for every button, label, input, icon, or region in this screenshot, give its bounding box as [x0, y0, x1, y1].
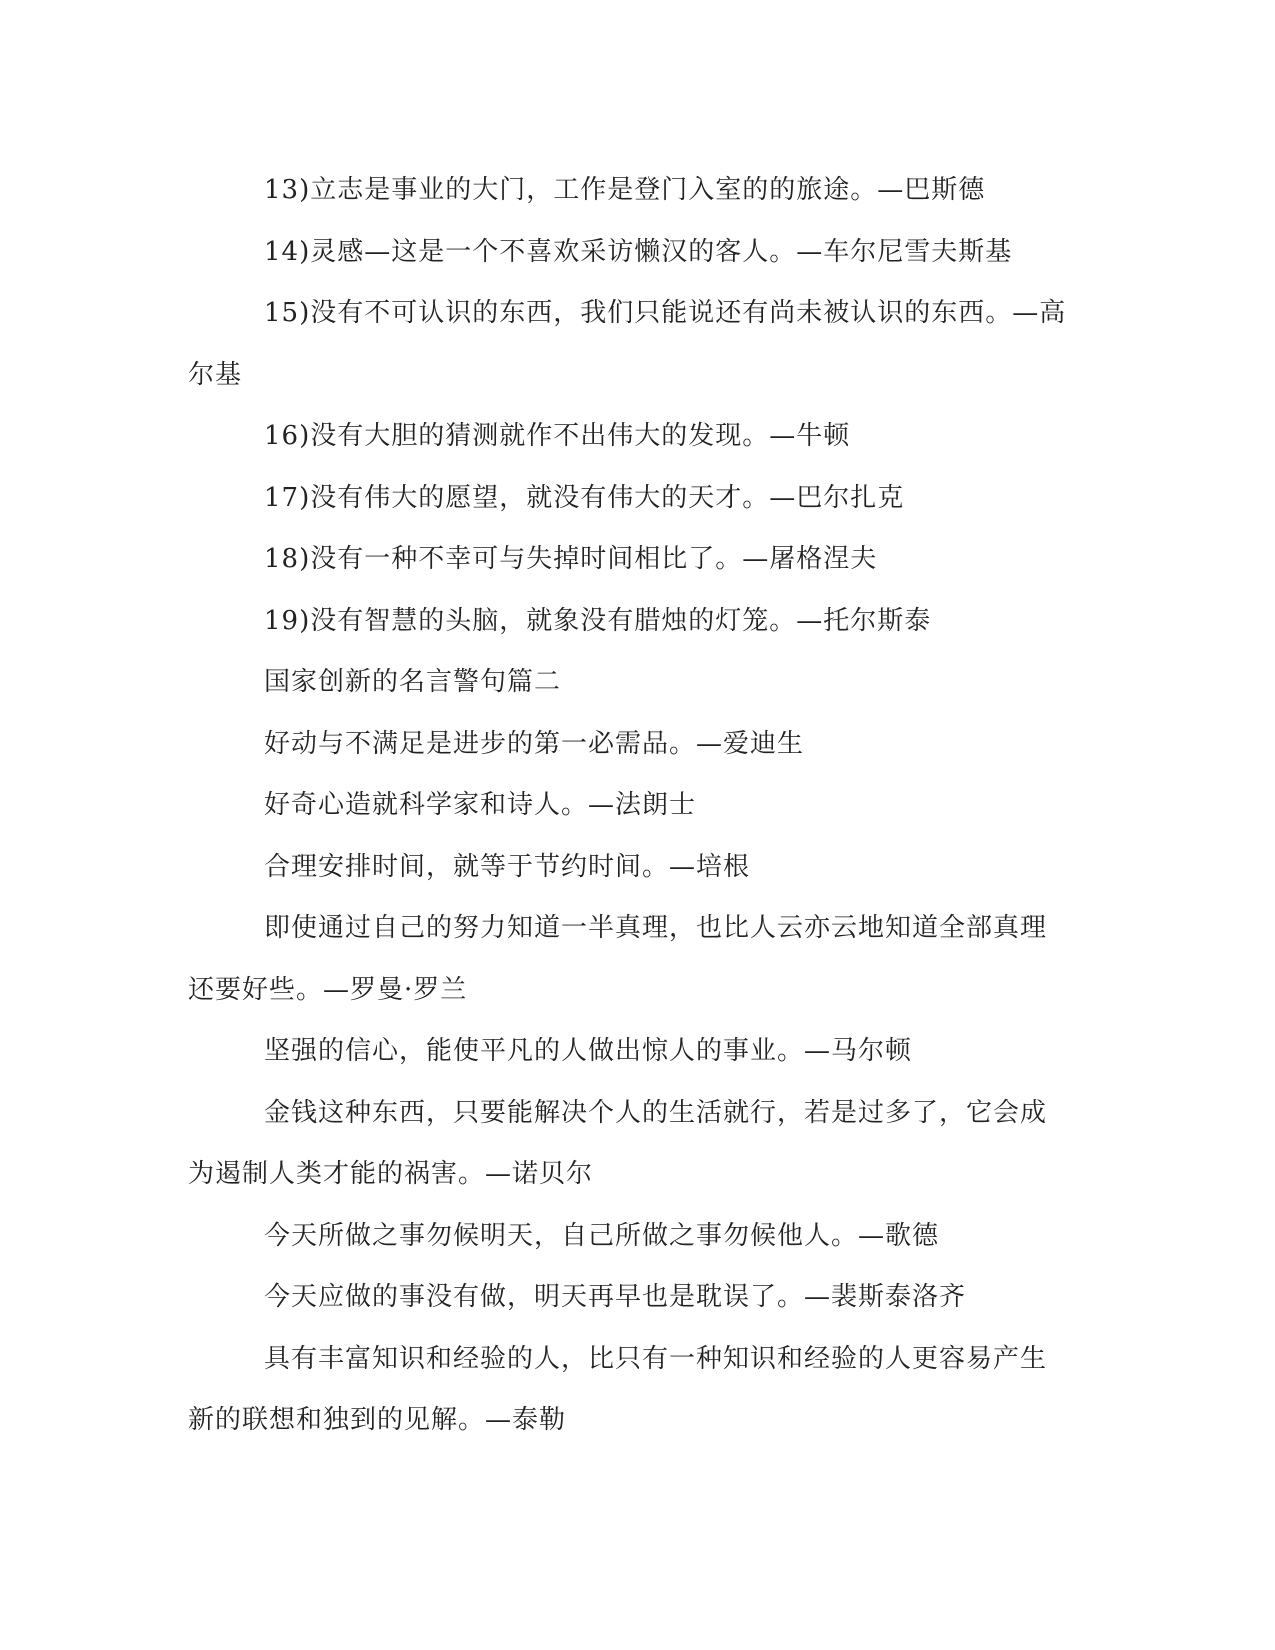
quote-nobel: 金钱这种东西，只要能解决个人的生活就行，若是过多了，它会成为遏制人类才能的祸害。—诺贝尔	[188, 1097, 1048, 1189]
quote-19: 19)没有智慧的头脑，就象没有腊烛的灯笼。—托尔斯泰	[264, 605, 932, 636]
quote-taylor: 具有丰富知识和经验的人，比只有一种知识和经验的人更容易产生新的联想和独到的见解。—泰勒	[188, 1343, 1048, 1435]
document-body	[188, 160, 1068, 1452]
quote-14: 14)灵感—这是一个不喜欢采访懒汉的客人。—车尔尼雪夫斯基	[264, 236, 1013, 267]
quote-16: 16)没有大胆的猜测就作不出伟大的发现。—牛顿	[264, 421, 851, 451]
quote-17: 17)没有伟大的愿望，就没有伟大的天才。—巴尔扎克	[264, 482, 905, 513]
quote-france: 好奇心造就科学家和诗人。—法朗士	[264, 790, 697, 820]
quote-goethe: 今天所做之事勿候明天，自己所做之事勿候他人。—歌德	[264, 1220, 940, 1251]
quote-rolland: 即使通过自己的努力知道一半真理，也比人云亦云地知道全部真理还要好些。—罗曼·罗兰	[188, 913, 1048, 1005]
quote-pestalozzi: 今天应做的事没有做，明天再早也是耽误了。—裴斯泰洛齐	[264, 1282, 967, 1312]
quote-edison: 好动与不满足是进步的第一必需品。—爱迪生	[264, 728, 805, 759]
quote-15: 15)没有不可认识的东西，我们只能说还有尚未被认识的东西。—高尔基	[188, 298, 1067, 390]
quote-18: 18)没有一种不幸可与失掉时间相比了。—屠格涅夫	[264, 544, 878, 574]
section-heading: 国家创新的名言警句篇二	[264, 667, 562, 697]
quote-marden: 坚强的信心，能使平凡的人做出惊人的事业。—马尔顿	[264, 1036, 913, 1066]
quote-bacon: 合理安排时间，就等于节约时间。—培根	[264, 851, 751, 882]
quote-13: 13)立志是事业的大门，工作是登门入室的的旅途。—巴斯德	[264, 175, 986, 205]
